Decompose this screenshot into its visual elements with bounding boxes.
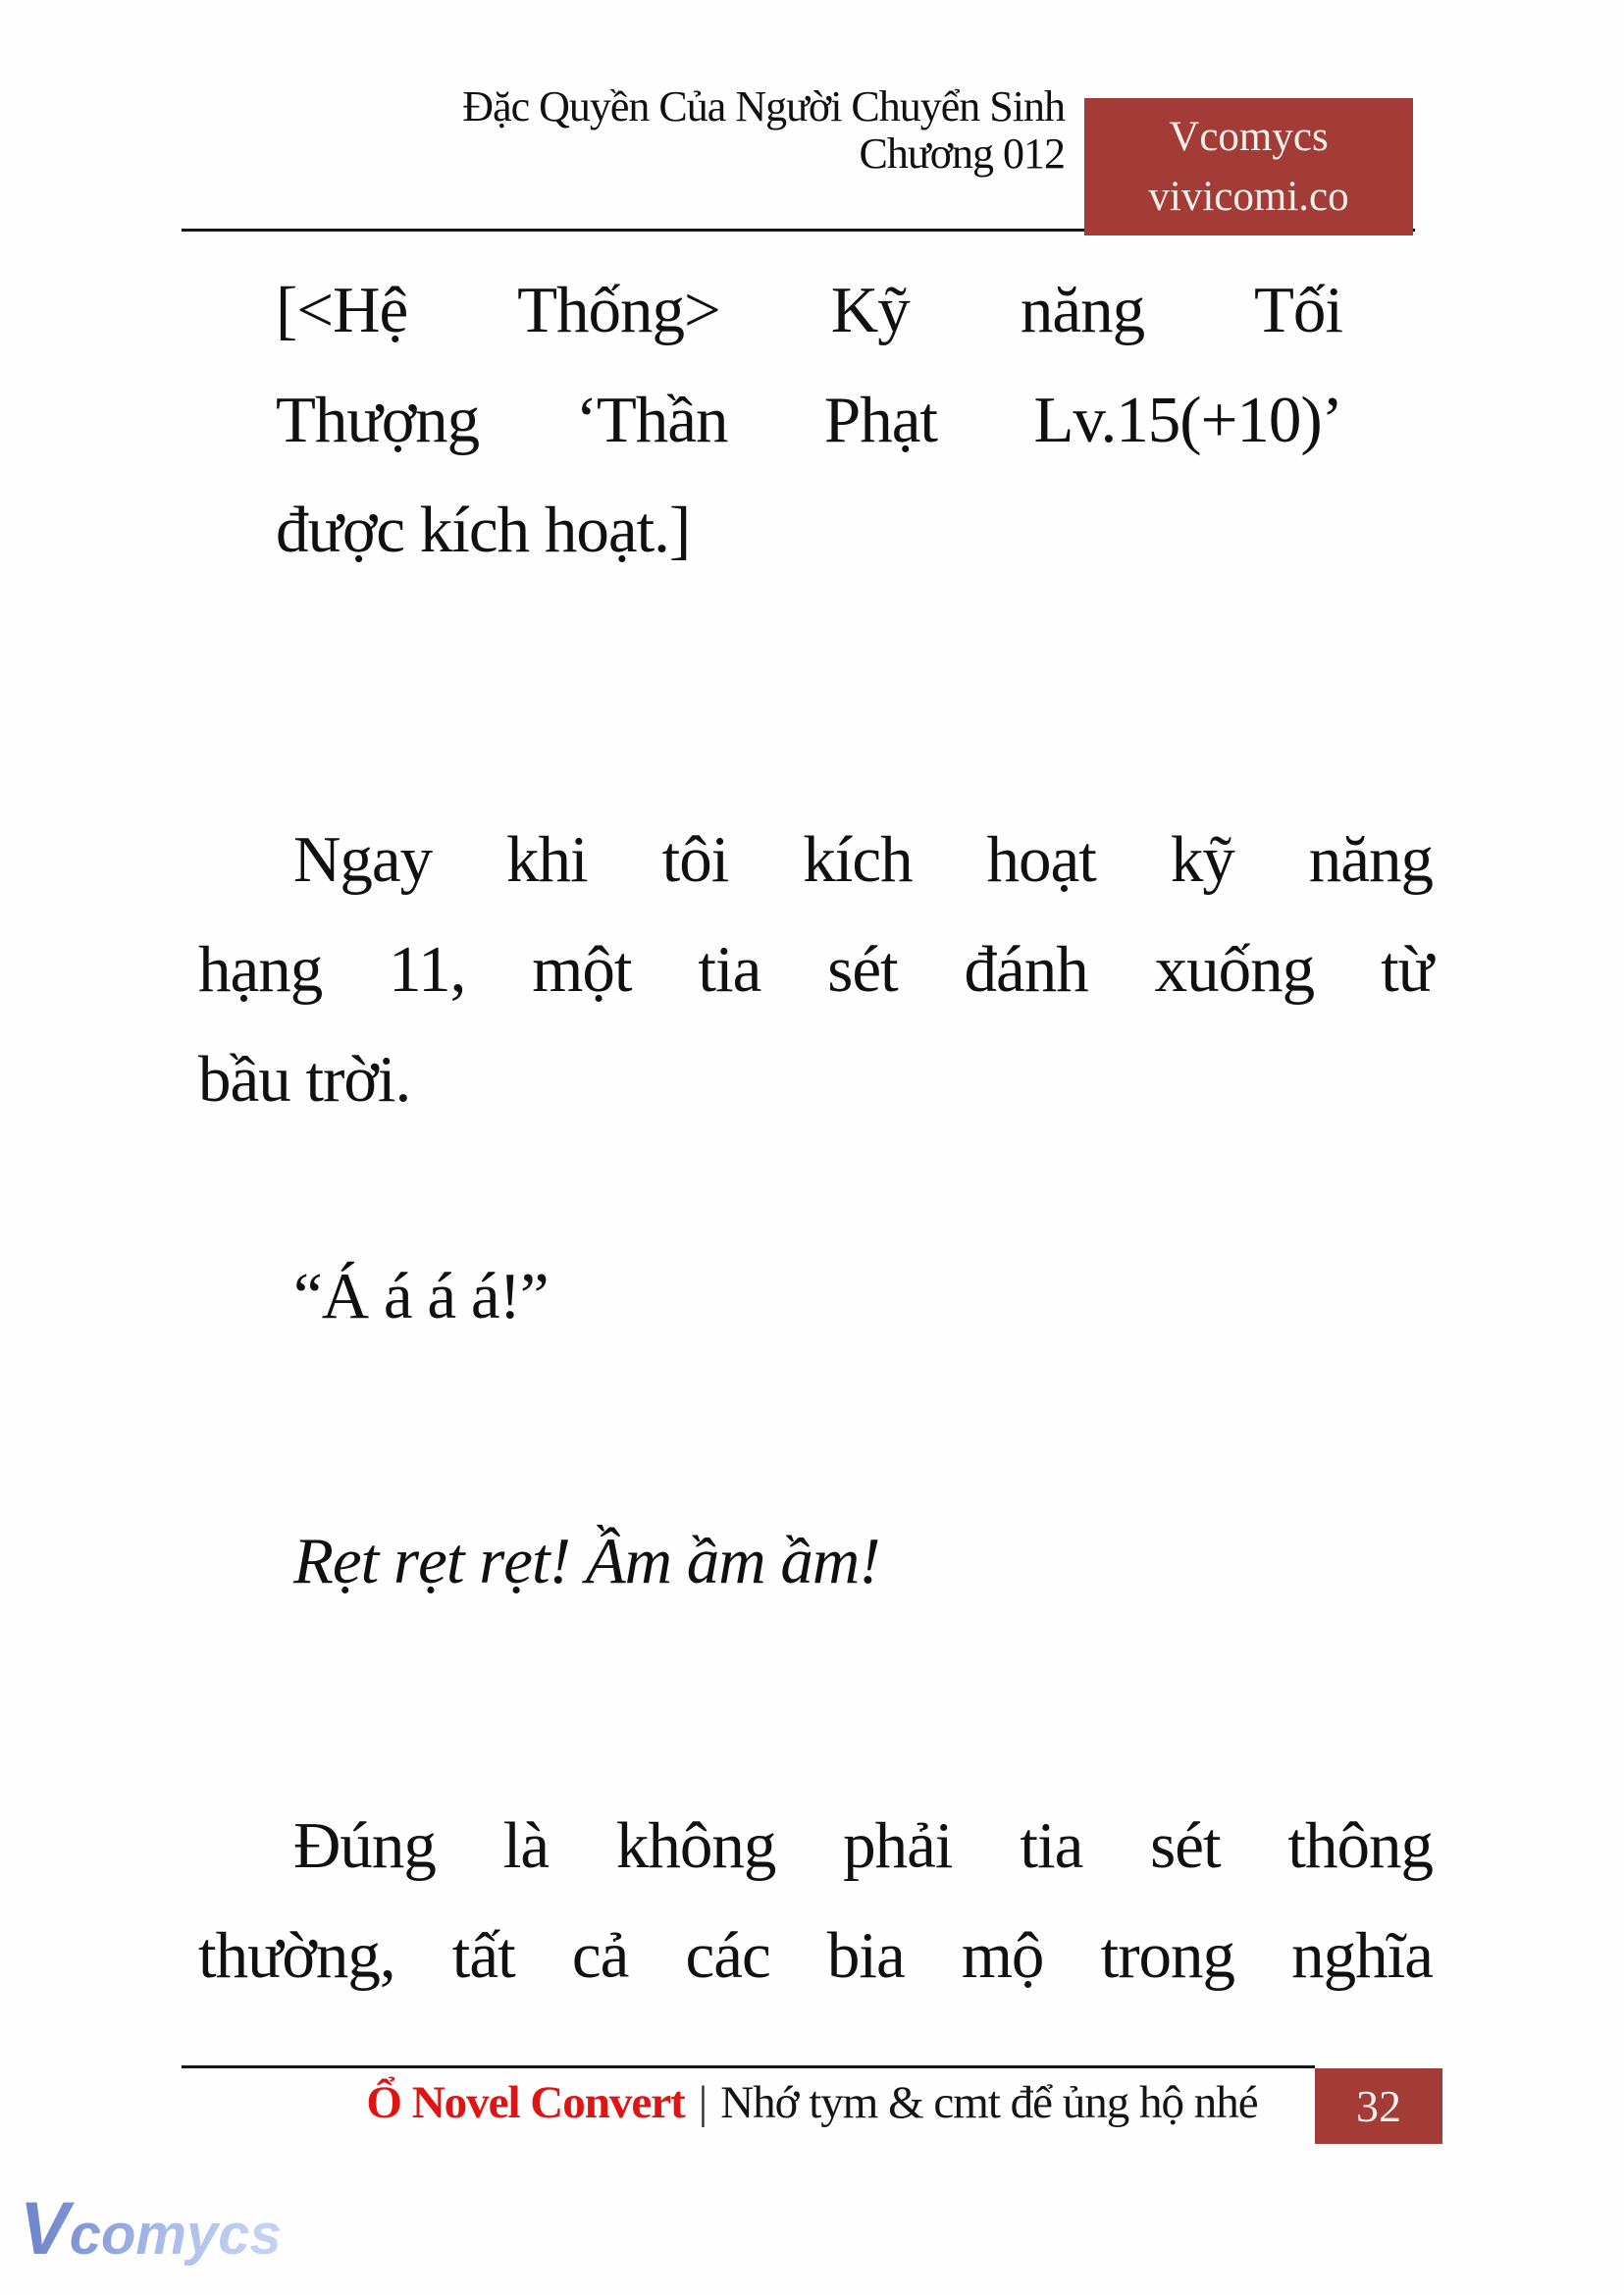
narration-paragraph-1 [198, 805, 1433, 1134]
page-number: 32 [1356, 2081, 1401, 2131]
narration-line: thường, tất cả các bia mộ trong nghĩa [198, 1919, 1433, 1992]
system-message-line: được kích hoạt.] [276, 494, 691, 566]
dialogue-line: “Á á á á!” [293, 1260, 549, 1332]
footer-credit [182, 2072, 1442, 2133]
system-message-line: Thượng ‘Thần Phạt Lv.15(+10)’ [276, 384, 1342, 456]
page-number-badge [1315, 2068, 1442, 2144]
narration-paragraph-2 [198, 1791, 1433, 2010]
narration-line: bầu trời. [198, 1043, 411, 1116]
series-title: Đặc Quyền Của Người Chuyển Sinh [462, 82, 1065, 130]
watermark-initial: V [20, 2187, 70, 2270]
brand-badge [1084, 98, 1413, 235]
brand-site: vivicomi.co [1148, 174, 1349, 220]
watermark-text: comycs [69, 2203, 282, 2267]
system-message-paragraph [276, 255, 1342, 585]
narration-line: Ngay khi tôi kích hoạt kỹ năng [293, 823, 1433, 896]
footer-note: Nhớ tym & cmt để ủng hộ nhé [720, 2077, 1258, 2128]
footer-group-name: Ổ Novel Convert [366, 2077, 685, 2128]
footer-separator: | [698, 2077, 707, 2128]
narration-line: hạng 11, một tia sét đánh xuống từ [198, 933, 1433, 1006]
narration-line: Đúng là không phải tia sét thông [293, 1809, 1433, 1882]
system-message-line: [<Hệ Thống> Kỹ năng Tối [276, 274, 1342, 346]
dialogue-paragraph [198, 1241, 1433, 1351]
footer-divider [182, 2065, 1315, 2068]
chapter-label: Chương 012 [859, 130, 1065, 178]
brand-name: Vcomycs [1169, 114, 1329, 160]
watermark-logo [20, 2187, 282, 2270]
sound-effect-paragraph [198, 1506, 1433, 1616]
page-header [0, 83, 1065, 178]
sound-effect-line: Rẹt rẹt rẹt! Ầm ầm ầm! [293, 1525, 880, 1597]
